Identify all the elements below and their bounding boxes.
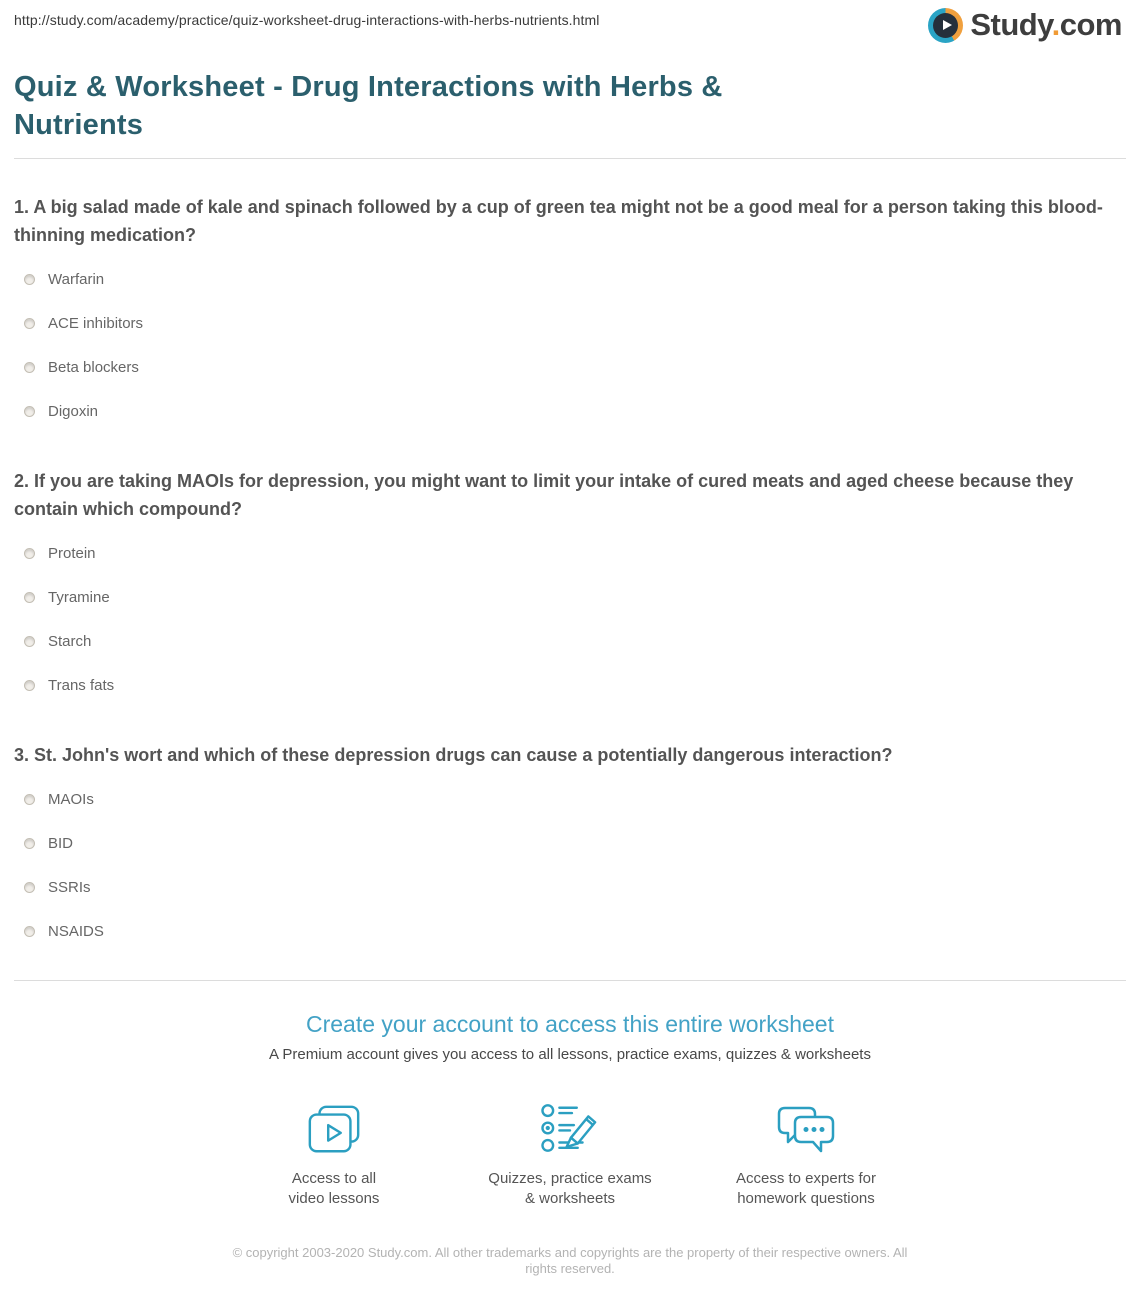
question-1: [14, 193, 1126, 433]
answer-option[interactable]: [14, 531, 1126, 575]
radio-button[interactable]: [24, 882, 35, 893]
play-triangle-icon: [943, 20, 952, 30]
page-header: [0, 0, 1140, 42]
play-logo-icon: [928, 8, 963, 43]
radio-button[interactable]: [24, 838, 35, 849]
radio-button[interactable]: [24, 548, 35, 559]
option-label: SSRIs: [48, 878, 91, 896]
options-list: [14, 531, 1126, 707]
page-url: http://study.com/academy/practice/quiz-worksheet-drug-interactions-with-herbs-nutrients.html: [14, 12, 600, 28]
features-row: [0, 1099, 1140, 1209]
options-list: [14, 257, 1126, 433]
answer-option[interactable]: [14, 389, 1126, 433]
option-label: Tyramine: [48, 588, 110, 606]
studycom-logo[interactable]: [928, 7, 1122, 43]
radio-button[interactable]: [24, 636, 35, 647]
feature-quizzes-worksheets: [470, 1099, 670, 1209]
option-label: BID: [48, 834, 74, 852]
radio-button[interactable]: [24, 274, 35, 285]
signup-section: [0, 980, 1140, 1305]
option-label: Protein: [48, 544, 96, 562]
answer-option[interactable]: [14, 777, 1126, 821]
answer-option[interactable]: [14, 257, 1126, 301]
feature-label: Access to all video lessons: [288, 1170, 380, 1207]
chat-experts-icon: [706, 1099, 906, 1157]
radio-button[interactable]: [24, 362, 35, 373]
quiz-worksheet-icon: [470, 1099, 670, 1157]
question-2: [14, 467, 1126, 707]
radio-button[interactable]: [24, 794, 35, 805]
radio-button[interactable]: [24, 406, 35, 417]
question-text: 1. A big salad made of kale and spinach followed by a cup of green tea might not be a good meal for a person taking this blood-thinning medication?: [14, 197, 1103, 245]
answer-option[interactable]: [14, 301, 1126, 345]
feature-label: Access to experts for homework questions: [735, 1170, 877, 1207]
feature-label: Quizzes, practice exams & worksheets: [488, 1170, 652, 1207]
option-label: ACE inhibitors: [48, 314, 144, 332]
copyright-notice: © copyright 2003-2020 Study.com. All other trademarks and copyrights are the property of their respective owners. All rights reserved.: [232, 1245, 908, 1276]
radio-button[interactable]: [24, 680, 35, 691]
title-divider: [14, 158, 1126, 159]
answer-option[interactable]: [14, 909, 1126, 953]
option-label: Starch: [48, 632, 92, 650]
option-label: Warfarin: [48, 270, 105, 288]
feature-homework-experts: [706, 1099, 906, 1209]
radio-button[interactable]: [24, 318, 35, 329]
answer-option[interactable]: [14, 619, 1126, 663]
answer-option[interactable]: [14, 865, 1126, 909]
answer-option[interactable]: [14, 575, 1126, 619]
create-account-link[interactable]: Create your account to access this entire worksheet: [306, 1011, 834, 1037]
video-lessons-icon: [234, 1099, 434, 1157]
quiz-body: [14, 193, 1126, 953]
option-label: Digoxin: [48, 402, 99, 420]
signup-subheading: A Premium account gives you access to all lessons, practice exams, quizzes & worksheets: [269, 1046, 871, 1063]
radio-button[interactable]: [24, 926, 35, 937]
question-text: 3. St. John's wort and which of these depression drugs can cause a potentially dangerous interaction?: [14, 745, 893, 765]
option-label: MAOIs: [48, 790, 94, 808]
option-label: Trans fats: [48, 676, 115, 694]
page-title: Quiz & Worksheet - Drug Interactions with Herbs & Nutrients: [14, 71, 723, 141]
option-label: NSAIDS: [48, 922, 104, 940]
question-3: [14, 741, 1126, 953]
feature-video-lessons: [234, 1099, 434, 1209]
answer-option[interactable]: [14, 345, 1126, 389]
answer-option[interactable]: [14, 663, 1126, 707]
options-list: [14, 777, 1126, 953]
question-text: 2. If you are taking MAOIs for depression, you might want to limit your intake of cured meats and aged cheese because they contain which compound?: [14, 471, 1074, 519]
option-label: Beta blockers: [48, 358, 139, 376]
logo-wordmark: Study.com: [970, 7, 1122, 42]
radio-button[interactable]: [24, 592, 35, 603]
answer-option[interactable]: [14, 821, 1126, 865]
